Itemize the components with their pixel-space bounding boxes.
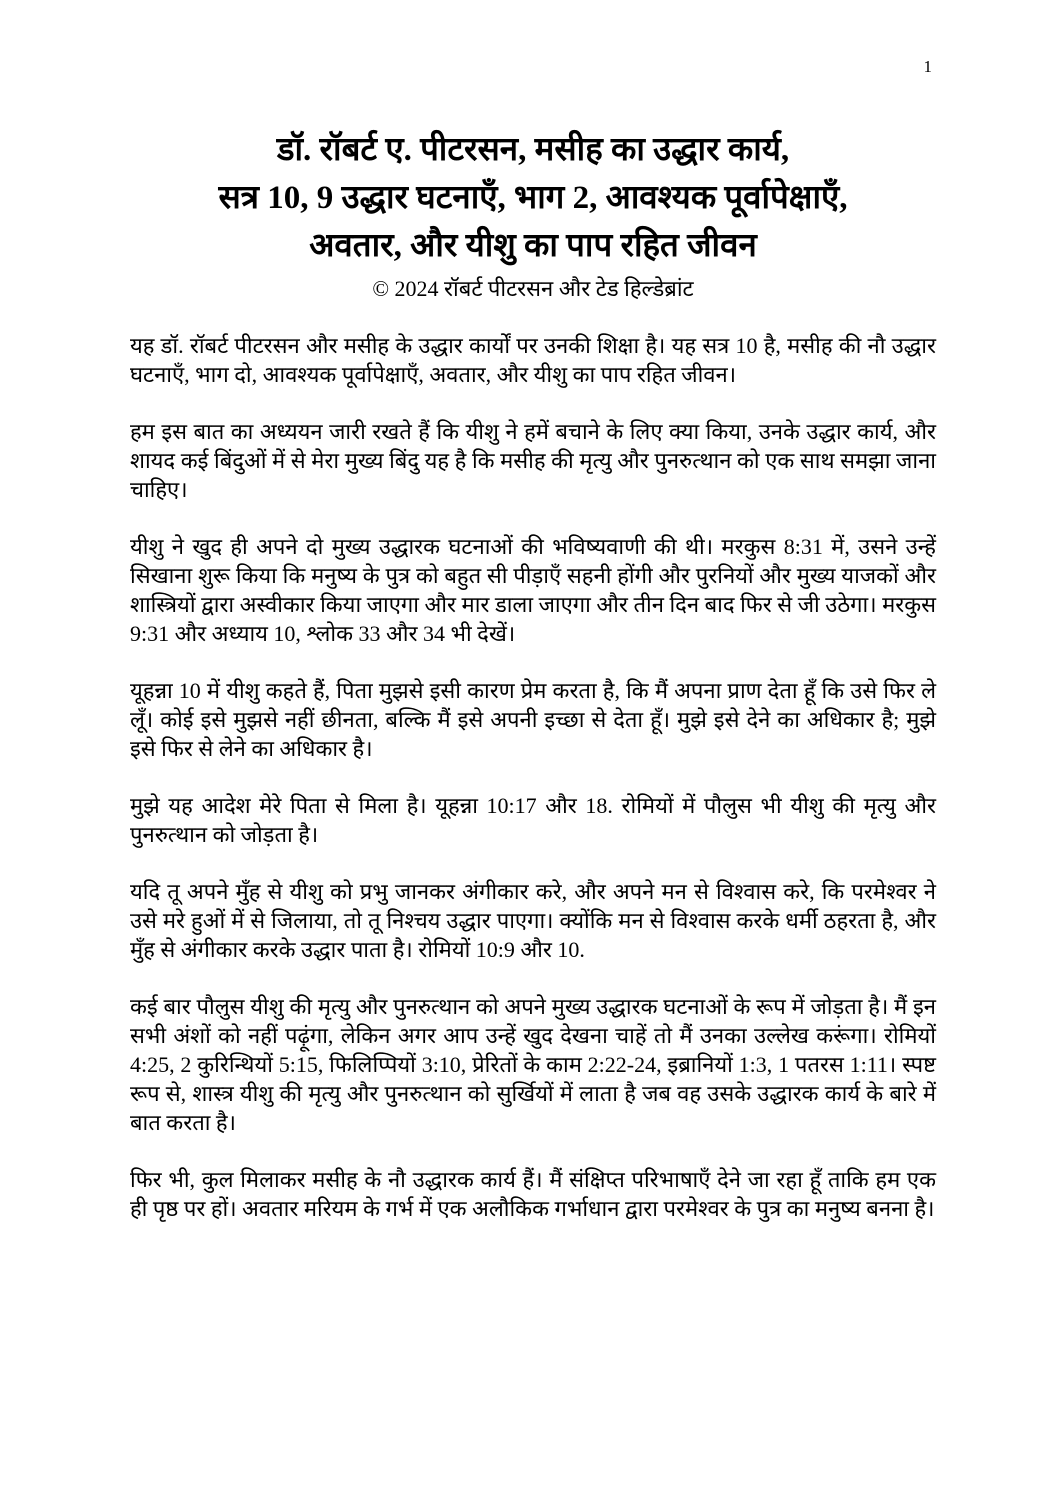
paragraph-4: यूहन्ना 10 में यीशु कहते हैं, पिता मुझसे इसी कारण प्रेम करता है, कि मैं अपना प्राण देता हूँ कि उसे फिर ले लूँ। कोई इसे मुझसे नहीं छीनता, बल्कि मैं इसे अपनी इच्छा से देता हूँ। मुझे इसे देने का अधिकार है; मुझे इसे फिर से लेने का अधिकार है।	[130, 678, 936, 761]
paragraph-7: कई बार पौलुस यीशु की मृत्यु और पुनरुत्थान को अपने मुख्य उद्धारक घटनाओं के रूप में जोड़ता है। मैं इन सभी अंशों को नहीं पढ़ूंगा, लेकिन अगर आप उन्हें खुद देखना चाहें तो मैं उनका उल्लेख करूंगा। रोमियों 4:25, 2 कुरिन्थियों 5:15, फिलिप्पियों 3:10, प्रेरितों के काम 2:22-24, इब्रानियों 1:3, 1 पतरस 1:11। स्पष्ट रूप से, शास्त्र यीशु की मृत्यु और पुनरुत्थान को सुर्खियों में लाता है जब वह उसके उद्धारक कार्य के बारे में बात करता है।	[130, 994, 936, 1135]
copyright-line: © 2024 रॉबर्ट पीटरसन और टेड हिल्डेब्रांट	[372, 276, 694, 301]
paragraph-3: यीशु ने खुद ही अपने दो मुख्य उद्धारक घटनाओं की भविष्यवाणी की थी। मरकुस 8:31 में, उसने उन्हें सिखाना शुरू किया कि मनुष्य के पुत्र को बहुत सी पीड़ाएँ सहनी होंगी और पुरनियों और मुख्य याजकों और शास्त्रियों द्वारा अस्वीकार किया जाएगा और मार डाला जाएगा और तीन दिन बाद फिर से जी उठेगा। मरकुस 9:31 और अध्याय 10, श्लोक 33 और 34 भी देखें।	[130, 534, 936, 646]
paragraph-1: यह डॉ. रॉबर्ट पीटरसन और मसीह के उद्धार कार्यों पर उनकी शिक्षा है। यह सत्र 10 है, मसीह की नौ उद्धार घटनाएँ, भाग दो, आवश्यक पूर्वापेक्षाएँ, अवतार, और यीशु का पाप रहित जीवन।	[130, 333, 936, 387]
title-line-1: डॉ. रॉबर्ट ए. पीटरसन, मसीह का उद्धार कार्य,	[276, 132, 790, 168]
paragraph-2: हम इस बात का अध्ययन जारी रखते हैं कि यीशु ने हमें बचाने के लिए क्या किया, उनके उद्धार कार्य, और शायद कई बिंदुओं में से मेरा मुख्य बिंदु यह है कि मसीह की मृत्यु और पुनरुत्थान को एक साथ समझा जाना चाहिए।	[130, 419, 936, 502]
title-line-2: सत्र 10, 9 उद्धार घटनाएँ, भाग 2, आवश्यक पूर्वापेक्षाएँ,	[218, 180, 848, 216]
title-line-3: अवतार, और यीशु का पाप रहित जीवन	[309, 228, 757, 264]
page-number: 1	[923, 57, 932, 76]
paragraph-6: यदि तू अपने मुँह से यीशु को प्रभु जानकर अंगीकार करे, और अपने मन से विश्वास करे, कि परमेश्वर ने उसे मरे हुओं में से जिलाया, तो तू निश्चय उद्धार पाएगा। क्योंकि मन से विश्वास करके धर्मी ठहरता है, और मुँह से अंगीकार करके उद्धार पाता है। रोमियों 10:9 और 10.	[130, 879, 936, 962]
document-body	[130, 331, 936, 1223]
paragraph-5: मुझे यह आदेश मेरे पिता से मिला है। यूहन्ना 10:17 और 18. रोमियों में पौलुस भी यीशु की मृत्यु और पुनरुत्थान को जोड़ता है।	[130, 793, 936, 847]
document-title	[130, 126, 936, 270]
paragraph-8: फिर भी, कुल मिलाकर मसीह के नौ उद्धारक कार्य हैं। मैं संक्षिप्त परिभाषाएँ देने जा रहा हूँ ताकि हम एक ही पृष्ठ पर हों। अवतार मरियम के गर्भ में एक अलौकिक गर्भाधान द्वारा परमेश्वर के पुत्र का मनुष्य बनना है।	[130, 1167, 936, 1221]
